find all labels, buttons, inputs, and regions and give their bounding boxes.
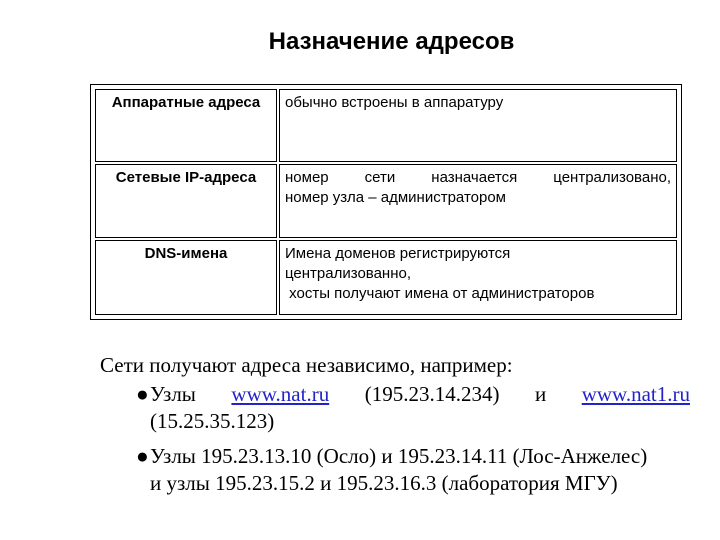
ip-address: (15.25.35.123) [150, 409, 275, 433]
conjunction: и [534, 382, 547, 406]
bullet-item-2 [100, 443, 690, 470]
bullet-line: Узлы 195.23.13.10 (Осло) и 195.23.14.11 (Лос-Анжелес) [150, 444, 648, 468]
desc-cell [279, 240, 677, 315]
table-row-ip [95, 164, 677, 237]
desc-line: номер узла – администратором [285, 189, 506, 207]
table-row-dns [95, 240, 677, 315]
address-types-table [90, 84, 682, 320]
desc-line: Имена доменов регистрируются [285, 244, 511, 262]
type-label: Аппаратные адреса [111, 94, 261, 111]
desc-line: централизованно, [285, 264, 412, 282]
ip-address: (195.23.14.234) [364, 382, 500, 406]
slide-title: Назначение адресов [268, 28, 515, 55]
type-cell [95, 89, 277, 162]
bullet-item-1 [100, 381, 690, 435]
type-label: DNS-имена [144, 244, 228, 262]
table-row-hardware [95, 89, 677, 162]
desc-line: хосты получают имена от администраторов [285, 284, 595, 302]
bullet-word: Узлы [150, 382, 196, 406]
type-label: Сетевые IP-адреса [115, 169, 257, 187]
desc-cell [279, 164, 677, 237]
bullet-line [150, 381, 690, 408]
bullet-icon: ● [136, 382, 149, 406]
desc-line: номер сети назначается централизовано, [285, 169, 671, 187]
desc-cell [279, 89, 677, 162]
bullet-icon: ● [136, 444, 149, 468]
examples-section [100, 352, 690, 497]
link-nat-ru[interactable]: www.nat.ru [231, 382, 330, 406]
type-cell [95, 164, 277, 237]
bullet-continuation: и узлы 195.23.15.2 и 195.23.16.3 (лаборатория МГУ) [150, 471, 618, 495]
examples-intro: Сети получают адреса независимо, например: [100, 353, 513, 377]
link-nat1-ru[interactable]: www.nat1.ru [581, 382, 690, 406]
type-cell [95, 240, 277, 315]
desc-line: обычно встроены в аппаратуру [285, 94, 504, 111]
